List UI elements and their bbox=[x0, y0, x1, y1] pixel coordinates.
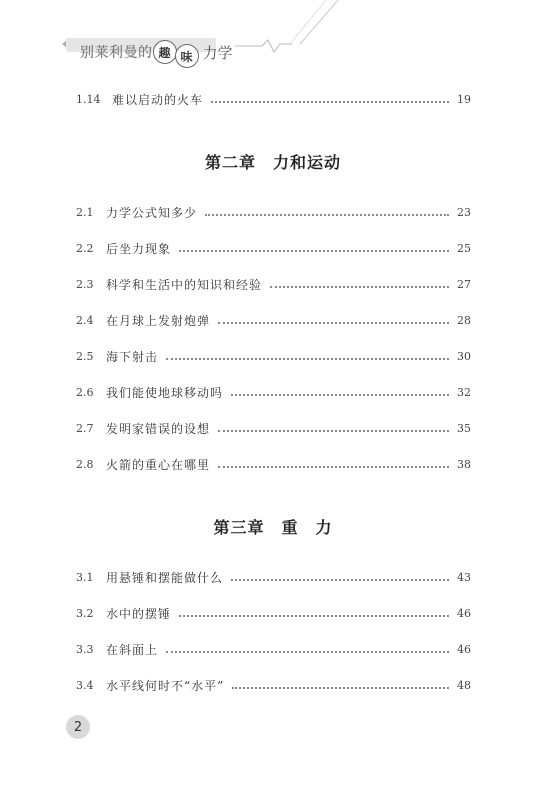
brand-author: 别莱利曼的 bbox=[80, 45, 153, 61]
toc-entry[interactable] bbox=[76, 603, 471, 623]
toc-entry-title: 水中的摆锤 bbox=[106, 606, 172, 621]
toc-entry-page: 32 bbox=[457, 385, 471, 399]
toc-entry-number: 2.5 bbox=[76, 349, 94, 363]
toc-entry[interactable] bbox=[76, 89, 471, 109]
toc-entry-page: 23 bbox=[457, 205, 471, 219]
toc-entry-page: 30 bbox=[457, 349, 471, 363]
toc-leader-dots bbox=[166, 650, 449, 653]
toc-entry-title: 难以启动的火车 bbox=[112, 92, 204, 107]
toc-entry-page: 43 bbox=[457, 570, 471, 584]
toc-entry-number: 3.2 bbox=[76, 606, 94, 620]
toc-entry-title: 海下射击 bbox=[106, 349, 159, 364]
toc-entry-number: 2.6 bbox=[76, 385, 94, 399]
toc-entry-title: 发明家错误的设想 bbox=[106, 421, 211, 436]
toc-entry-number: 2.4 bbox=[76, 313, 94, 327]
toc-entry-title: 火箭的重心在哪里 bbox=[106, 457, 211, 472]
toc-leader-dots bbox=[166, 357, 449, 360]
toc-entry-title: 后坐力现象 bbox=[106, 241, 172, 256]
toc-leader-dots bbox=[270, 285, 449, 288]
toc-entry-page: 25 bbox=[457, 241, 471, 255]
toc-entry[interactable] bbox=[76, 639, 471, 659]
toc-entry-page: 19 bbox=[457, 92, 471, 106]
toc-entry-title: 水平线何时不“水平” bbox=[106, 678, 225, 693]
page-header bbox=[0, 0, 546, 70]
toc-leader-dots bbox=[218, 465, 449, 468]
brand-char-1: 趣 bbox=[153, 40, 177, 64]
toc-leader-dots bbox=[179, 614, 449, 617]
toc-entry-title: 我们能使地球移动吗 bbox=[106, 385, 224, 400]
toc-entry-number: 1.14 bbox=[76, 92, 101, 106]
toc-entry-number: 3.1 bbox=[76, 570, 94, 584]
toc-entry-page: 35 bbox=[457, 421, 471, 435]
toc-entry[interactable] bbox=[76, 274, 471, 294]
toc-entry-title: 在月球上发射炮弹 bbox=[106, 313, 211, 328]
toc-leader-dots bbox=[231, 578, 449, 581]
toc-entry[interactable] bbox=[76, 567, 471, 587]
toc-leader-dots bbox=[205, 213, 449, 216]
toc-entry-page: 38 bbox=[457, 457, 471, 471]
toc-leader-dots bbox=[218, 429, 449, 432]
toc-leader-dots bbox=[218, 321, 449, 324]
toc-entry-number: 2.3 bbox=[76, 277, 94, 291]
toc-leader-dots bbox=[231, 393, 449, 396]
chapter-2-heading: 第二章 力和运动 bbox=[204, 153, 341, 172]
toc-entry-title: 在斜面上 bbox=[106, 642, 159, 657]
toc-entry-title: 力学公式知多少 bbox=[106, 205, 198, 220]
toc-entry-number: 2.2 bbox=[76, 241, 94, 255]
toc-entry[interactable] bbox=[76, 418, 471, 438]
toc-entry-number: 3.3 bbox=[76, 642, 94, 656]
toc-entry-page: 27 bbox=[457, 277, 471, 291]
chapter-3-heading: 第三章 重 力 bbox=[213, 518, 333, 537]
toc-entry-page: 28 bbox=[457, 313, 471, 327]
toc-leader-dots bbox=[232, 686, 449, 689]
brand-char-2: 味 bbox=[175, 44, 199, 68]
page-number: 2 bbox=[66, 715, 90, 739]
toc-entry-number: 2.7 bbox=[76, 421, 94, 435]
toc-entry-page: 46 bbox=[457, 606, 471, 620]
toc-leader-dots bbox=[211, 100, 449, 103]
toc-entry-title: 用悬锤和摆能做什么 bbox=[106, 570, 224, 585]
toc-entry[interactable] bbox=[76, 346, 471, 366]
brand-title-rest: 力学 bbox=[202, 43, 233, 62]
toc-entry-title: 科学和生活中的知识和经验 bbox=[106, 277, 263, 292]
toc-entry[interactable] bbox=[76, 202, 471, 222]
toc-entry[interactable] bbox=[76, 454, 471, 474]
toc-leader-dots bbox=[179, 249, 449, 252]
toc-entry[interactable] bbox=[76, 238, 471, 258]
toc-entry-number: 2.8 bbox=[76, 457, 94, 471]
toc-entry-number: 3.4 bbox=[76, 678, 94, 692]
toc-entry-page: 46 bbox=[457, 642, 471, 656]
toc-entry[interactable] bbox=[76, 675, 471, 695]
book-brand bbox=[80, 36, 233, 68]
toc-entry[interactable] bbox=[76, 382, 471, 402]
toc-entry-page: 48 bbox=[457, 678, 471, 692]
toc-entry[interactable] bbox=[76, 310, 471, 330]
toc-entry-number: 2.1 bbox=[76, 205, 94, 219]
